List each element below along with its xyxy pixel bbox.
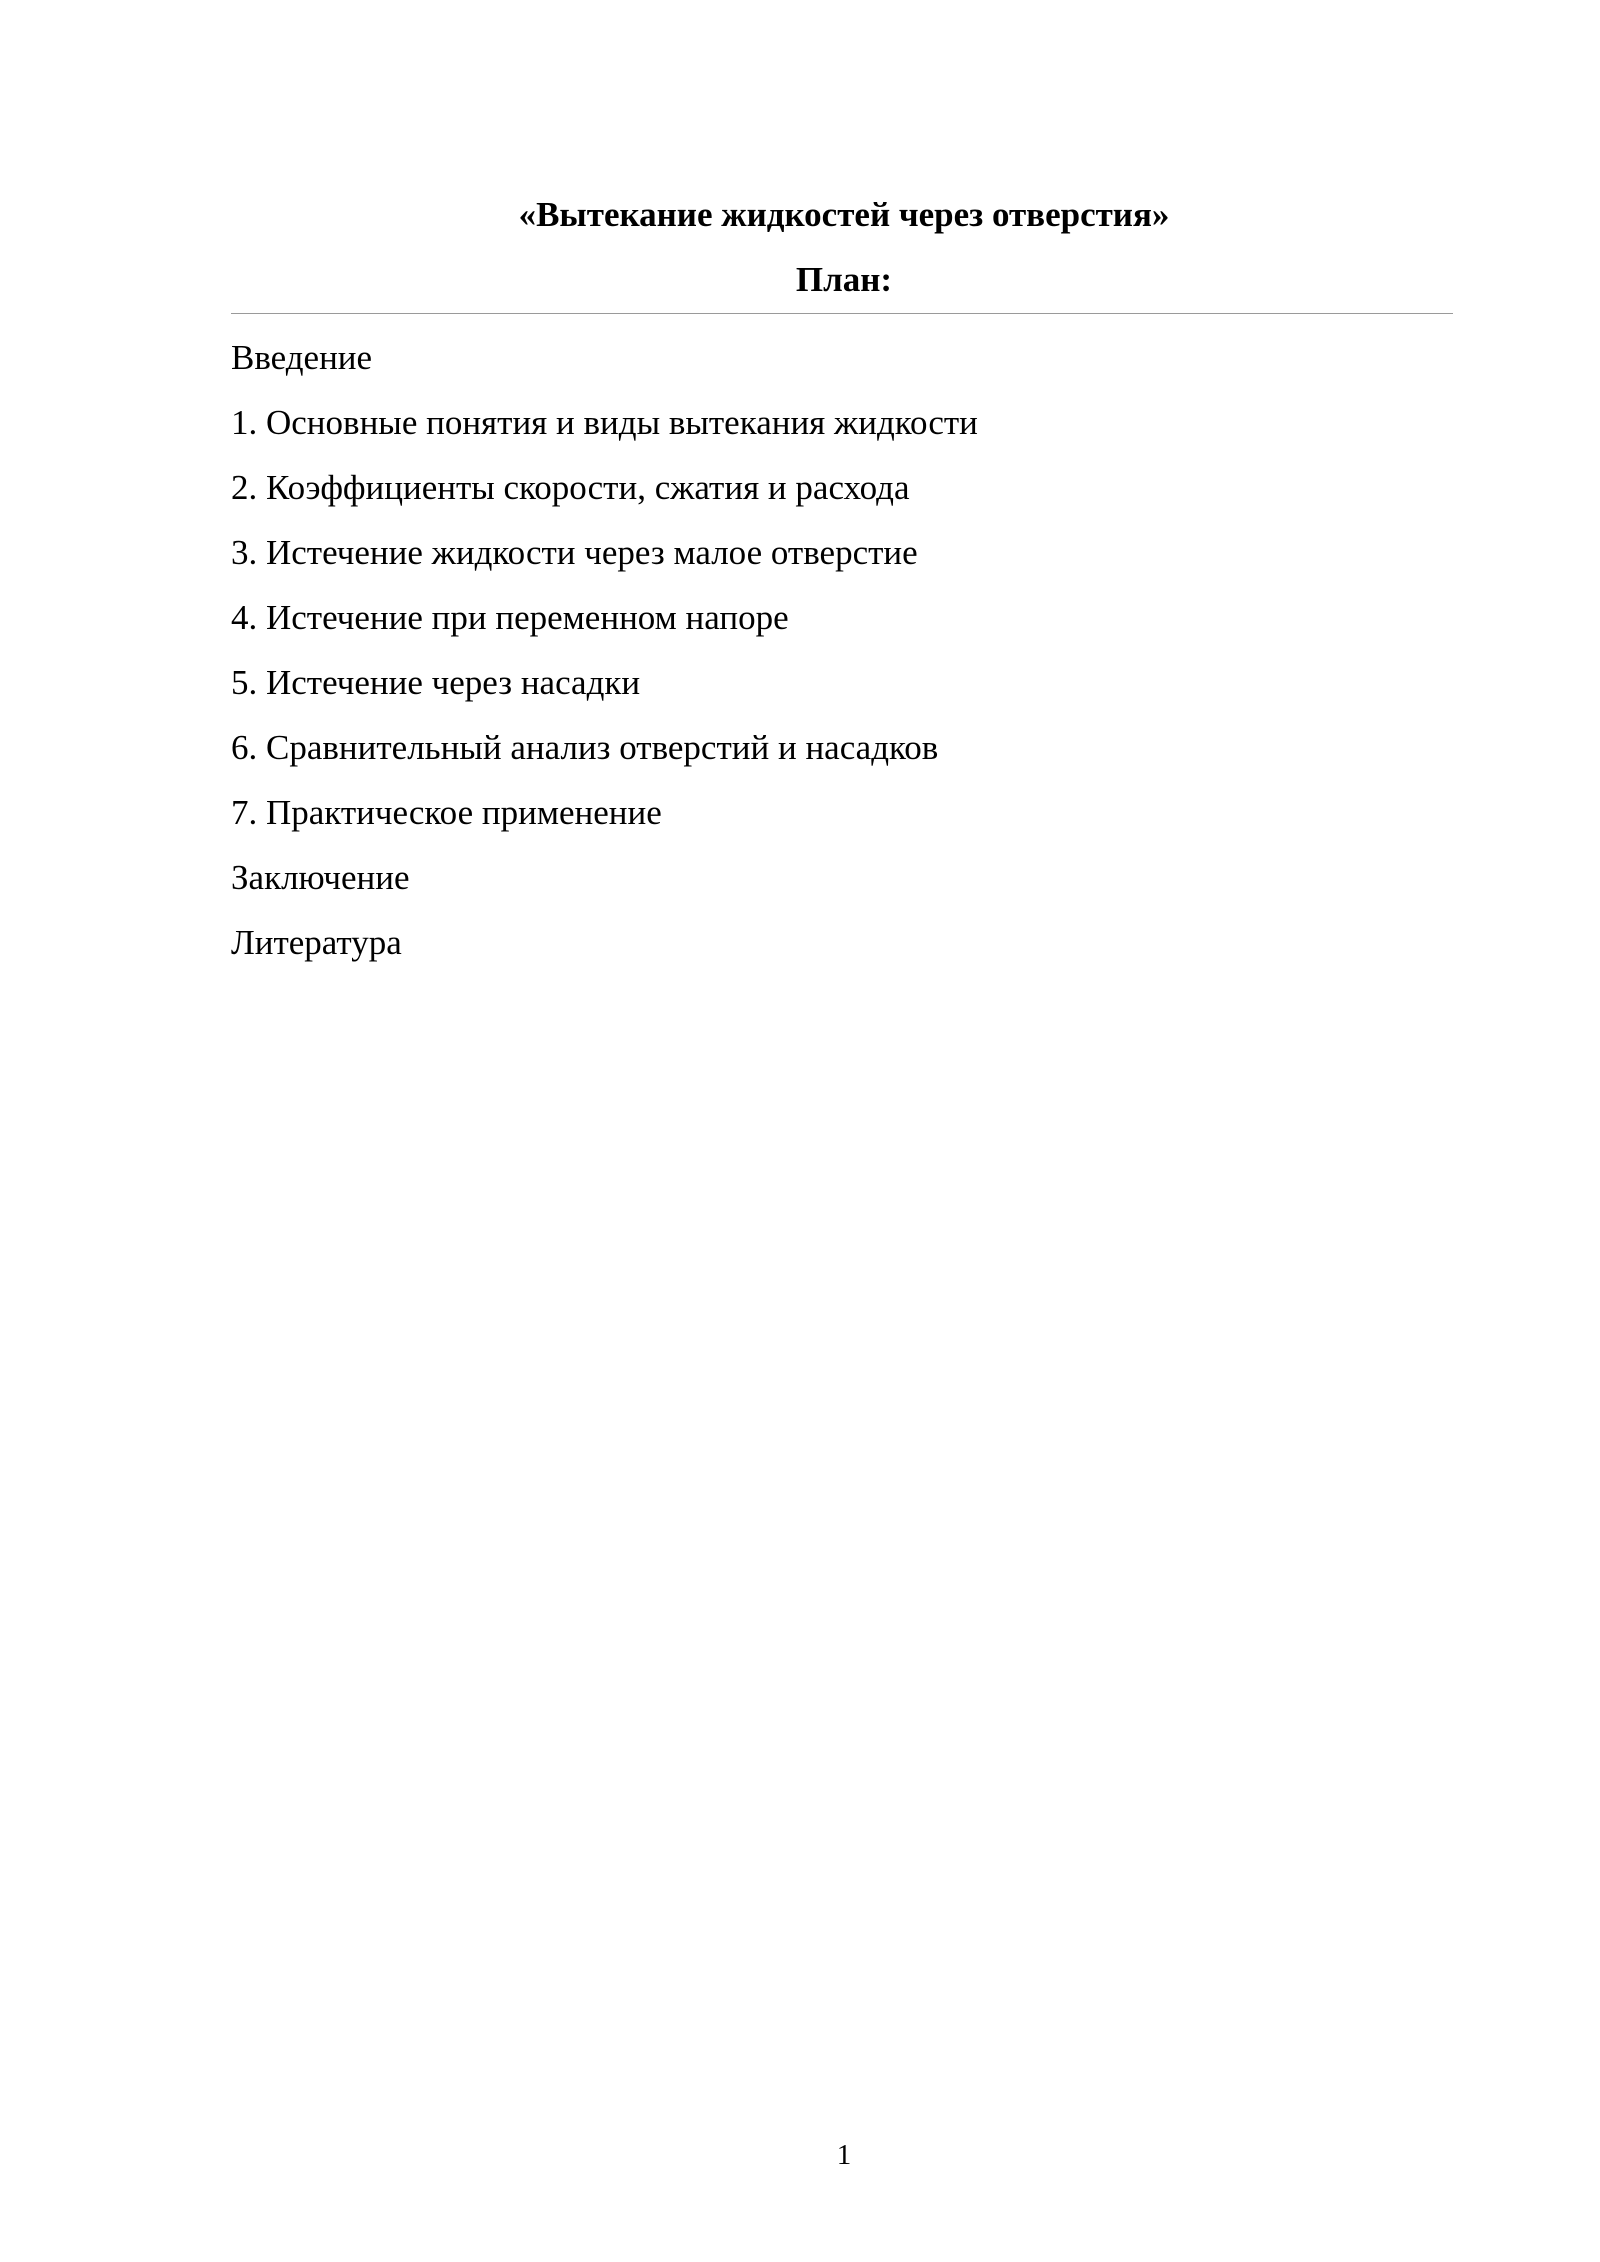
toc-item-introduction: Введение (231, 338, 373, 377)
toc-item-7: 7. Практическое применение (231, 793, 662, 832)
toc-item-conclusion: Заключение (231, 858, 410, 897)
page-number: 1 (836, 2139, 852, 2171)
document-title: «Вытекание жидкостей через отверстия» (518, 195, 1170, 234)
toc-item-6: 6. Сравнительный анализ отверстий и насадков (231, 728, 939, 767)
horizontal-divider (231, 313, 1453, 314)
toc-item-5: 5. Истечение через насадки (231, 663, 641, 702)
toc-item-1: 1. Основные понятия и виды вытекания жидкости (231, 403, 978, 442)
toc-item-3: 3. Истечение жидкости через малое отверстие (231, 533, 918, 572)
table-of-contents (231, 336, 1453, 986)
toc-item-2: 2. Коэффициенты скорости, сжатия и расхода (231, 468, 910, 507)
toc-item-4: 4. Истечение при переменном напоре (231, 598, 789, 637)
plan-heading: План: (795, 260, 893, 299)
toc-item-literature: Литература (231, 923, 402, 962)
